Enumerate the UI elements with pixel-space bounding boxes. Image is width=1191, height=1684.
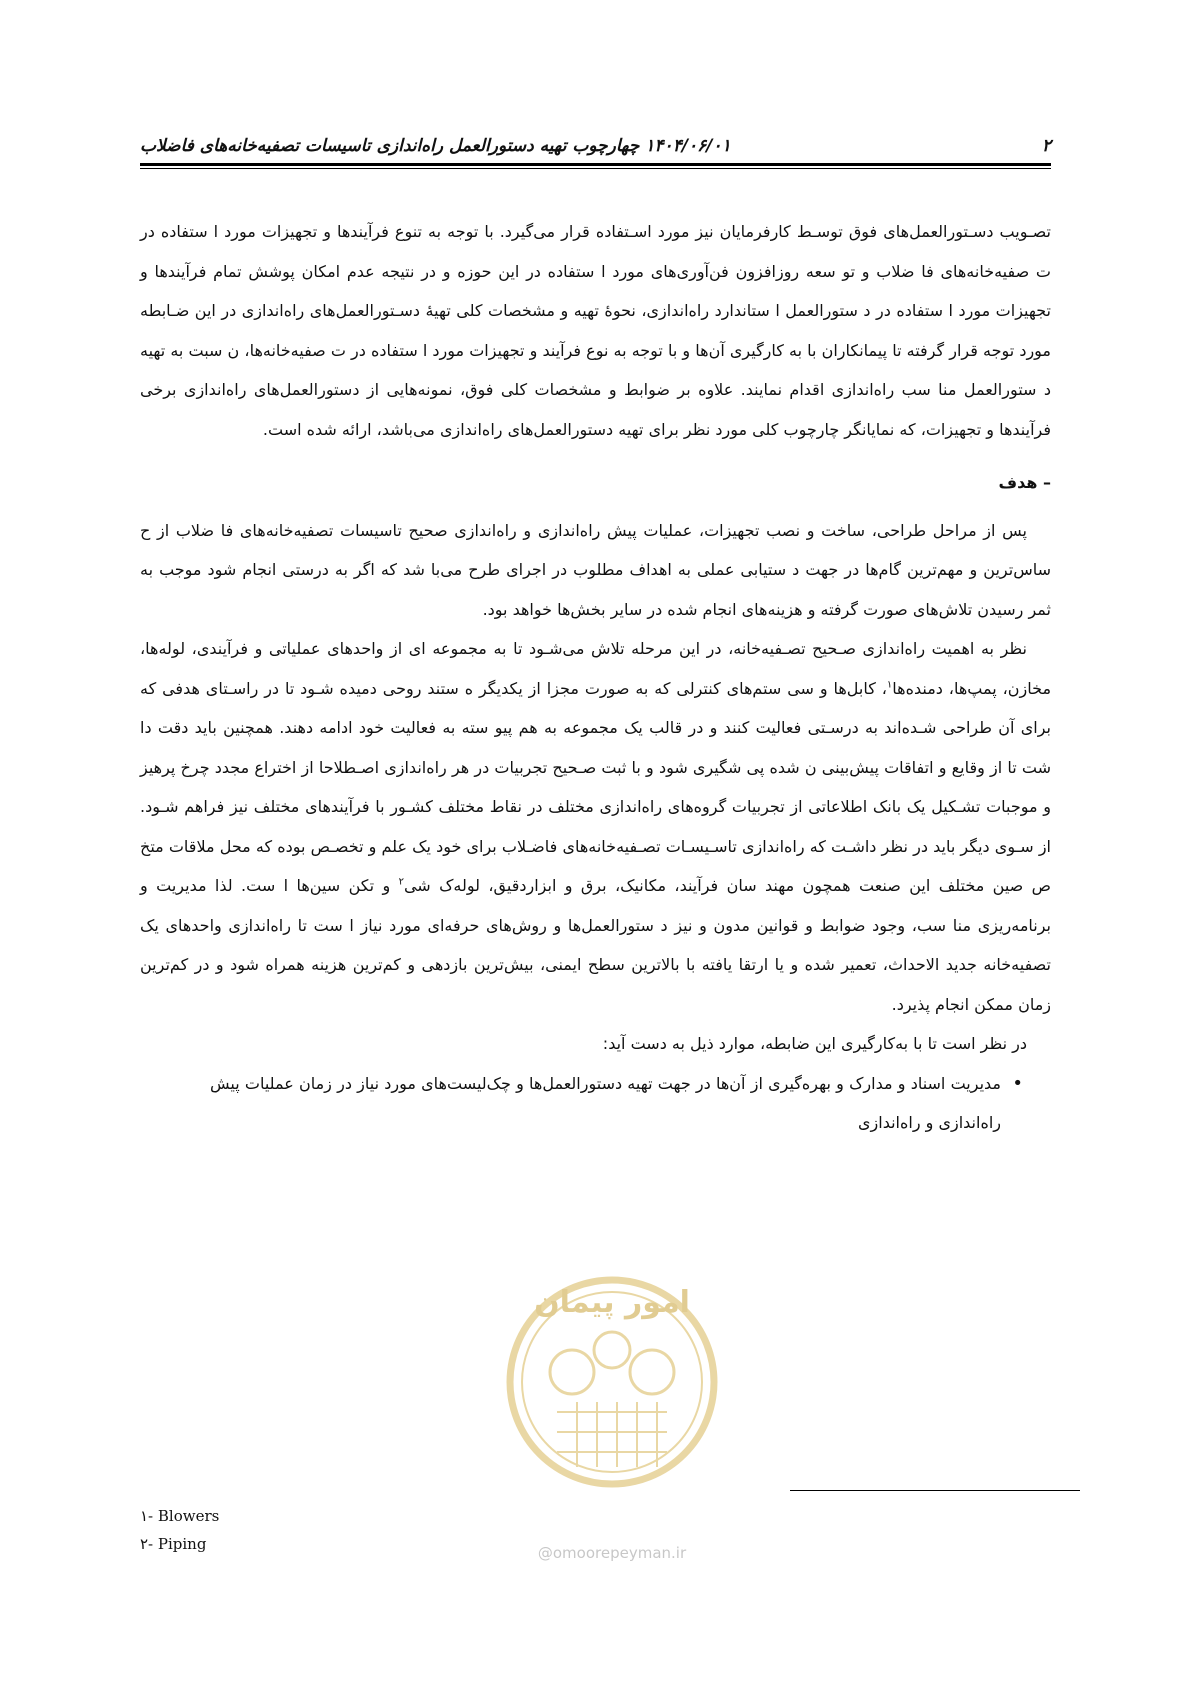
footnote-2: ۲- Piping — [140, 1535, 207, 1553]
header-rule-thick — [140, 163, 1051, 166]
intro-paragraph: تصـویب دسـتورالعمل‌های فوق توسـط کارفرمایان نیز مورد اسـتفاده قرار می‌گیرد. با توجه به تنوع فرآیندها و تجهیزات مورد ا ستفاده در ت صفیه‌خانه‌های فا ضلاب و تو سعه روزافزون فن‌آوری‌های مورد ا ستفاده در این حوزه و در نتیجه عدم امکان پوشش تمام فرآیندها و تجهیزات مورد ا ستفاده در د ستورالعمل ا ستاندارد راه‌اندازی، نحوۀ تهیه و مشخصات کلی تهیۀ دسـتورالعمل‌های راه‌اندازی در این ضـابطه مورد توجه قرار گرفته تا پیمانکاران با به کارگیری آن‌ها و با توجه به نوع فرآیند و تجهیزات مورد ا ستفاده در ت صفیه‌خانه‌ها، ن سبت به تهیه د ستورالعمل منا سب راه‌اندازی اقدام نمایند. علاوه بر ضوابط و مشخصات کلی فوق، نمونه‌هایی از دستورالعمل‌های راه‌اندازی برخی فرآیندها و تجهیزات، که نمایانگر چارچوب کلی مورد نظر برای تهیه دستورالعمل‌های راه‌اندازی می‌باشد، ارائه شده است. — [140, 222, 1051, 439]
footnote-separator — [790, 1490, 1080, 1491]
watermark-logo-text: امور پیمان — [534, 1285, 690, 1320]
watermark — [487, 1232, 737, 1562]
footnotes — [140, 1502, 219, 1558]
bullet-item: • مدیریت اسناد و مدارک و بهره‌گیری از آن‌ها در جهت تهیه دستورالعمل‌ها و چک‌لیست‌های مورد نیاز در زمان عملیات پیش راه‌اندازی و راه‌اندازی — [210, 1064, 1023, 1143]
bullet-list — [140, 1064, 1051, 1143]
watermark-url: @omoorepeyman.ir — [537, 1544, 687, 1562]
paragraph-2-part-b: ، کابل‌ها و سی ستم‌های کنترلی که به صورت مجزا از یکدیگر ه ستند روحی دمیده شـود تا در راسـتای هدفی که برای آن طراحی شـده‌اند به درسـتی فعالیت کنند و در قالب یک مجموعه به هم پیو سته به فعالیت خود ادامه دهند. همچنین باید دقت دا شت تا از وقایع و اتفاقات پیش‌بینی ن شده پی شگیری شود و با ثبت صـحیح تجربیات در هر راه‌اندازی اصـطلاحا از اختراع مجدد چرخ پرهیز و موجبات تشـکیل یک بانک اطلاعاتی از تجربیات گروه‌های راه‌اندازی مختلف در نقاط مختلف کشـور با فرآیندهای مختلف نیز فراهم شـود. از سـوی دیگر باید در نظر داشـت که راه‌اندازی تاسـیسـات تصـفیه‌خانه‌های فاضـلاب برای خود یک علم و تخصـص بوده که محل ملاقات متخ ص صین مختلف این صنعت همچون مهند سان فرآیند، مکانیک، برق و ابزاردقیق، لوله‌ک شی — [140, 678, 1051, 895]
footnote-ref-2: ۲ — [398, 876, 404, 888]
footnote-ref-1: ۱ — [886, 679, 893, 691]
page-number: ۲ — [1041, 136, 1051, 156]
paragraph-1: پس از مراحل طراحی، ساخت و نصب تجهیزات، عملیات پیش راه‌اندازی و راه‌اندازی صحیح تاسیسات تصفیه‌خانه‌های فا ضلاب از ح ساس‌ترین و مهم‌ترین گام‌ها در جهت د ستیابی عملی به اهداف مطلوب در اجرای طرح می‌با شد که اگر به درستی انجام شود موجب به ثمر رسیدن تلاش‌های صورت گرفته و هزینه‌های انجام شده در سایر بخش‌ها خواهد بود. — [140, 520, 1051, 619]
paragraph-2-part-a: نظر به اهمیت راه‌اندازی صـحیح تصـفیه‌خانه، در این مرحله تلاش می‌شـود تا به مجموعه ای از واحدهای عملیاتی و فرآیندی، لوله‌ها، مخازن، پمپ‌ها، دمنده‌ها — [140, 639, 1052, 698]
footnote-1: ۱- Blowers — [140, 1507, 220, 1525]
header-rule-thin — [140, 168, 1051, 169]
paragraph-2 — [140, 629, 1051, 1024]
paragraph-3: در نظر است تا با به‌کارگیری این ضابطه، موارد ذیل به دست آید: — [602, 1034, 1027, 1053]
section-heading: – هدف — [998, 473, 1051, 492]
document-body — [140, 212, 1051, 1143]
page-header — [140, 120, 1051, 156]
watermark-logo-icon — [487, 1232, 737, 1532]
running-title: ۱۴۰۴/۰۶/۰۱ چهارچوب تهیه دستورالعمل راه‌اندازی تاسیسات تصفیه‌خانه‌های فاضلاب — [140, 136, 731, 156]
paragraph-2-part-c: و تکن سین‌ها ا ست. لذا مدیریت و برنامه‌ریزی منا سب، وجود ضوابط و قوانین مدون و نیز د ستورالعمل‌ها و روش‌های حرفه‌ای مورد نیاز ا ست تا راه‌اندازی واحدهای یک تصفیه‌خانه جدید الاحداث، تعمیر شده و یا ارتقا یافته با بالاترین سطح ایمنی، بیش‌ترین بازدهی و کم‌ترین هزینه همراه شود و در کم‌ترین زمان ممکن انجام پذیرد. — [140, 876, 1051, 1014]
